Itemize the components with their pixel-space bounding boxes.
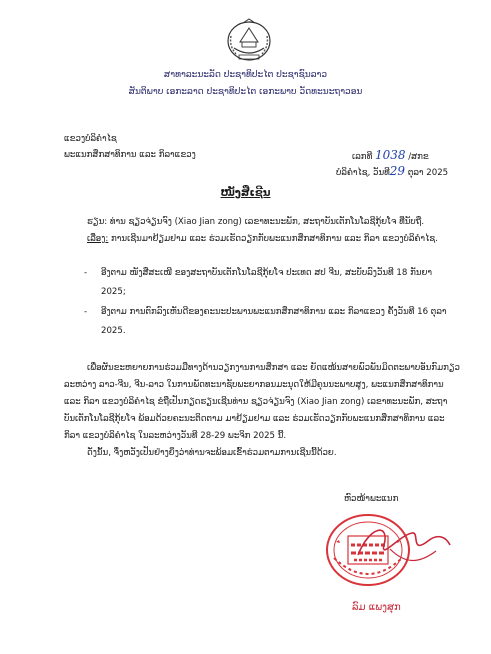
body-line-5: ກິລາ ແຂວງບໍລິຄໍາໄຊ ໃນລະຫວ່າງວັນທີ 28-29 ພະຈິກ 2025 ນີ້. (64, 431, 287, 441)
body-line-3: ແລະ ກິລາ ແຂວງບໍລິຄໍາໄຊ ຂໍຖືເປັນກຽດຮຽນເຊີນທ່ານ ຊຽວຈ່ຽນຈົງ (Xiao Jian zong) ເລຂາທະນະພັກ, ສະຖາ (64, 397, 448, 407)
reference-bullet: - (84, 268, 88, 278)
subject-text: ການເຊີນມາຢ້ຽມຢາມ ແລະ ຮ່ວມເຮັດວຽກກັບພະແນກສຶກສາທິການ ແລະ ກິລາ ແຂວງບໍລິຄໍາໄຊ. (111, 234, 438, 244)
body-line-4: ບັນເຕັກໂນໂລຊີກຸ້ຍໂຈ ພ້ອມດ້ວຍຄະນະຕິດຕາມ ມາຢ້ຽມຢາມ ແລະ ຮ່ວມເຮັດວຽກກັບພະແນກສຶກສາທິການ ແລະ (64, 414, 445, 424)
signatory-name: ລົມ ແພງສຸກ (352, 602, 401, 613)
reference-number-value: 1038 (374, 148, 406, 162)
document-title: ໜັງສືເຊີນ (220, 187, 271, 199)
to-line (87, 214, 424, 230)
subject-line (87, 231, 438, 247)
closing-line: ດັ່ງນັ້ນ, ຈຶ່ງຫວັງເປັນຢ່າງຍິ່ງວ່າທ່ານຈະພ້ອມເຂົ້າຮ່ວມຕາມການເຊີນນີ້ດ້ວຍ. (87, 448, 337, 458)
date-month-year: ຕຸລາ 2025 (407, 168, 449, 178)
reference-bullet: - (84, 307, 88, 317)
sender-province: ແຂວງບໍລິຄໍາໄຊ (64, 134, 117, 144)
letterhead-line2: ສັນຕິພາບ ເອກະລາດ ປະຊາທິປະໄຕ ເອກະພາບ ວັດທະນະຖາວອນ (128, 87, 363, 97)
place-date (336, 163, 448, 181)
reference-item-1-line2: 2025; (101, 287, 126, 297)
national-emblem (224, 14, 274, 64)
to-label: ຮຽນ: (87, 217, 108, 227)
letterhead-line1: ສາທາລະນະລັດ ປະຊາທິປະໄຕ ປະຊາຊົນລາວ (163, 70, 328, 80)
body-line-1: ເພື່ອຜັນຂະຫຍາຍການຮ່ວມມືທາງດ້ານວຽກງານການສຶກສາ ແລະ ຍັດແໜ້ນສາຍພົວພັນມິດຕະພາບອັນກົມກຽວ (87, 363, 460, 373)
body-line-2: ລະຫວ່າງ ລາວ-ຈີນ, ຈີນ-ລາວ ໃນການພັດທະນາຊັບພະຍາກອນມະນຸດໃຫ້ມີຄຸນນະພາບສູງ, ພະແນກສຶກສາທິການ (64, 380, 444, 390)
subject-label: ເລື່ອງ: (87, 234, 109, 244)
reference-suffix: /ສກຂ (408, 152, 429, 162)
to-text: ທ່ານ ຊຽວຈ່ຽນຈົງ (Xiao Jian zong) ເລຂາທະນະພັກ, ສະຖາບັນເຕັກໂນໂລຊີກຸ້ຍໂຈ ທີ່ນັບຖື. (109, 217, 425, 227)
reference-item-2-line1: ອີງຕາມ ການຕົກລົງເຫັນດີຂອງຄະນະປະພານພະແນກສຶກສາທິການ ແລະ ກິລາແຂວງ ຄັ້ງວັນທີ 16 ຕຸລາ (101, 307, 447, 317)
reference-item-1-line1: ອີງຕາມ ໜັງສືສະເໜີ ຂອງສະຖາບັນເຕັກໂນໂລຊີກຸ້ຍໂຈ ປະເທດ ສປ ຈີນ, ສະບັບລົງວັນທີ 18 ກັນຍາ (101, 268, 433, 278)
signature (350, 515, 460, 595)
reference-item-2-line2: 2025. (101, 326, 126, 336)
signatory-role: ຫົວໜ້າພະແນກ (344, 494, 399, 504)
sender-department: ພະແນກສຶກສາທິການ ແລະ ກິລາແຂວງ (64, 150, 196, 160)
date-day: 29 (389, 164, 406, 178)
place-date-prefix: ບໍລິຄໍາໄຊ, ວັນທີ (336, 168, 390, 178)
reference-prefix: ເລກທີ (352, 152, 373, 162)
